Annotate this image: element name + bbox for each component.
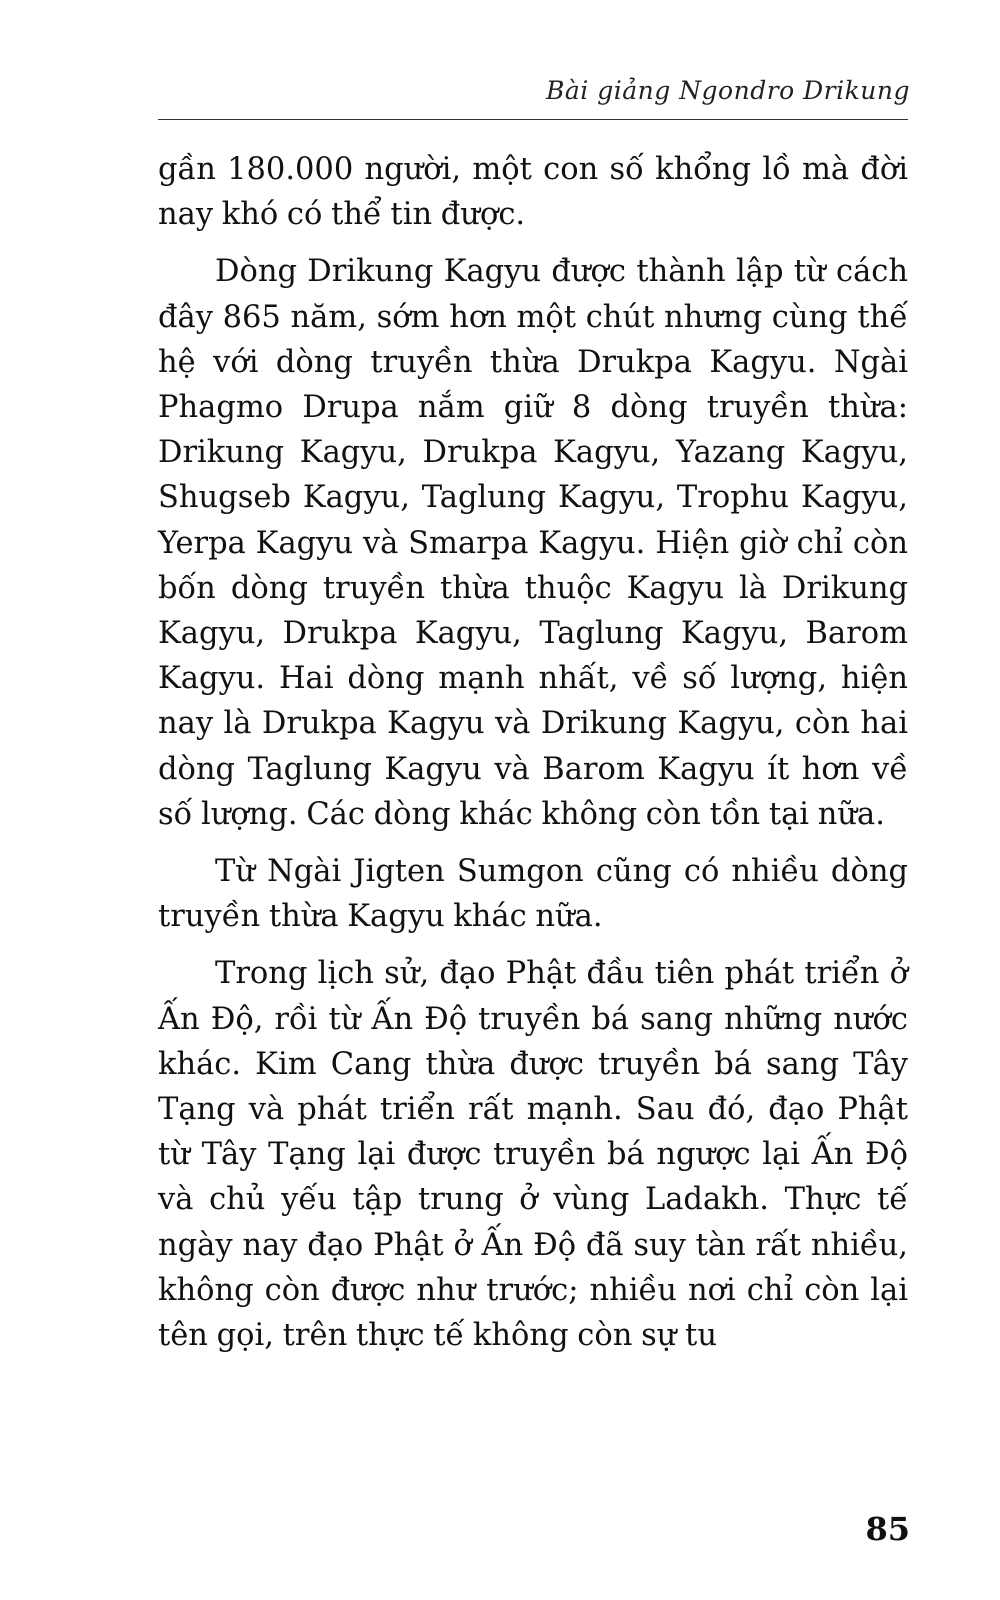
paragraph-jigten-sumgon: Từ Ngài Jigten Sumgon cũng có nhiều dòng truyền thừa Kagyu khác nữa. <box>158 854 908 935</box>
page-number: 85 <box>865 1510 910 1548</box>
paragraph-continuation: gần 180.000 người, một con số khổng lồ mà đời nay khó có thể tin được. <box>158 152 908 233</box>
paragraph-drikung-lineage: Dòng Drikung Kagyu được thành lập từ cách đây 865 năm, sớm hơn một chút nhưng cùng thế hệ với dòng truyền thừa Drukpa Kagyu. Ngài Phagmo Drupa nắm giữ 8 dòng truyền thừa: Drikung Kagyu, Drukpa Kagyu, Yazang Kagyu, Shugseb Kagyu, Taglung Kagyu, Trophu Kagyu, Yerpa Kagyu và Smarpa Kagyu. Hiện giờ chỉ còn bốn dòng truyền thừa thuộc Kagyu là Drikung Kagyu, Drukpa Kagyu, Taglung Kagyu, Barom Kagyu. Hai dòng mạnh nhất, về số lượng, hiện nay là Drukpa Kagyu và Drikung Kagyu, còn hai dòng Taglung Kagyu và Barom Kagyu ít hơn về số lượng. Các dòng khác không còn tồn tại nữa. <box>158 254 908 832</box>
paragraph-buddhism-history: Trong lịch sử, đạo Phật đầu tiên phát triển ở Ấn Độ, rồi từ Ấn Độ truyền bá sang những nước khác. Kim Cang thừa được truyền bá sang Tây Tạng và phát triển rất mạnh. Sau đó, đạo Phật từ Tây Tạng lại được truyền bá ngược lại Ấn Độ và chủ yếu tập trung ở vùng Ladakh. Thực tế ngày nay đạo Phật ở Ấn Độ đã suy tàn rất nhiều, không còn được như trước; nhiều nơi chỉ còn lại tên gọi, trên thực tế không còn sự tu <box>158 956 908 1354</box>
header-divider <box>158 119 908 120</box>
running-header: Bài giảng Ngondro Drikung <box>545 76 910 105</box>
body-text <box>158 147 908 1370</box>
